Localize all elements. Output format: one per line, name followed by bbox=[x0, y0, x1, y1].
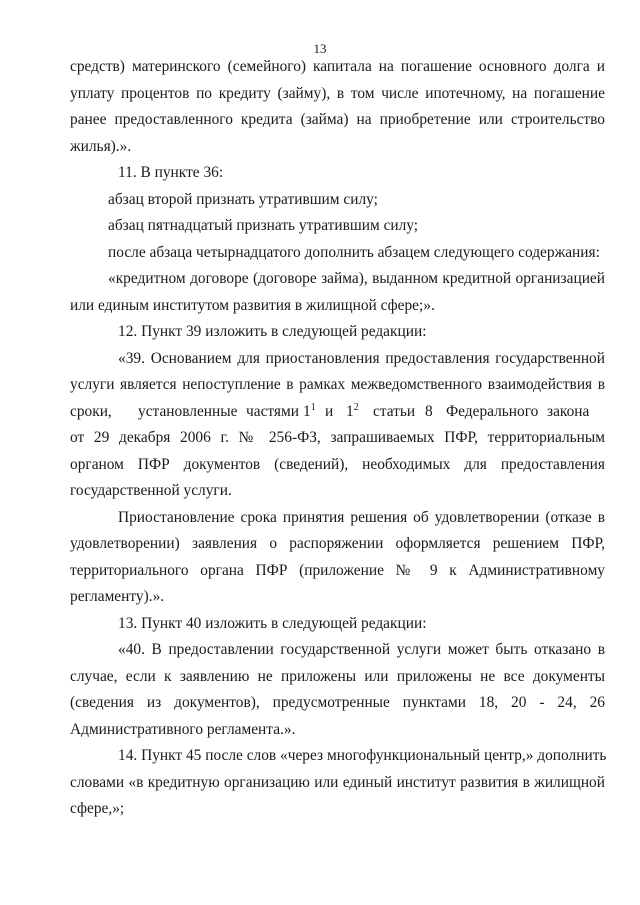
text-word: и bbox=[325, 403, 334, 420]
text-line: случае, если к заявлению не приложены или приложены не все документы bbox=[70, 668, 605, 685]
text-word-sup: $1^1$ bbox=[303, 402, 316, 420]
text-line: удовлетворении) заявления о распоряжении оформляется решением ПФР, bbox=[70, 535, 605, 552]
text-line: средств) материнского (семейного) капитала на погашение основного долга и bbox=[70, 58, 605, 75]
text-line: органом ПФР документов (сведений), необходимых для предоставления bbox=[70, 456, 605, 473]
text-line: или единым институтом развития в жилищной сфере;». bbox=[70, 297, 435, 314]
text-line: (сведения из документов), предусмотренные пунктами 18, 20 - 24, 26 bbox=[70, 694, 605, 711]
text-line: «40. В предоставлении государственной услуги может быть отказано в bbox=[118, 641, 605, 658]
text-line: Приостановление срока принятия решения об удовлетворении (отказе в bbox=[118, 509, 605, 526]
text-line: регламенту).». bbox=[70, 588, 165, 605]
text-line: от 29 декабря 2006 г. № 256-ФЗ, запрашиваемых ПФР, территориальным bbox=[70, 429, 605, 446]
text-word: закона bbox=[547, 403, 590, 420]
text-line: словами «в кредитную организацию или единый институт развития в жилищной bbox=[70, 774, 605, 791]
text-word: 8 bbox=[425, 403, 433, 420]
text-word: установленные bbox=[138, 403, 238, 420]
text-line: «39. Основанием для приостановления предоставления государственной bbox=[118, 350, 605, 367]
text-word: частями bbox=[246, 403, 299, 420]
text-word: статьи bbox=[373, 403, 416, 420]
text-line: территориального органа ПФР (приложение № 9 к Административному bbox=[70, 562, 605, 579]
text-word: сроки, bbox=[70, 403, 112, 420]
text-line: услуги является непоступление в рамках межведомственного взаимодействия в bbox=[70, 376, 605, 393]
text-word-sup: $1^2$ bbox=[346, 402, 359, 420]
text-line: Административного регламента.». bbox=[70, 721, 296, 738]
text-word: Федерального bbox=[446, 403, 539, 420]
item-13-heading: 13. Пункт 40 изложить в следующей редакции: bbox=[118, 615, 427, 632]
text-line: после абзаца четырнадцатого дополнить абзацем следующего содержания: bbox=[108, 244, 600, 261]
text-line: уплату процентов по кредиту (займу), в том числе ипотечному, на погашение bbox=[70, 85, 605, 102]
text-line: сфере,»; bbox=[70, 800, 125, 817]
text-line: абзац пятнадцатый признать утратившим силу; bbox=[108, 217, 419, 234]
text-line: «кредитном договоре (договоре займа), выданном кредитной организацией bbox=[108, 270, 605, 287]
item-11-heading: 11. В пункте 36: bbox=[118, 164, 224, 181]
text-line: государственной услуги. bbox=[70, 482, 232, 499]
item-12-heading: 12. Пункт 39 изложить в следующей редакции: bbox=[118, 323, 427, 340]
page-number: 13 bbox=[313, 41, 327, 56]
text-line: 14. Пункт 45 после слов «через многофункциональный центр,» дополнить bbox=[118, 747, 607, 764]
text-line: ранее предоставленного кредита (займа) на приобретение или строительство bbox=[70, 111, 605, 128]
text-line: жилья).». bbox=[70, 138, 132, 155]
text-line: абзац второй признать утратившим силу; bbox=[108, 191, 378, 208]
